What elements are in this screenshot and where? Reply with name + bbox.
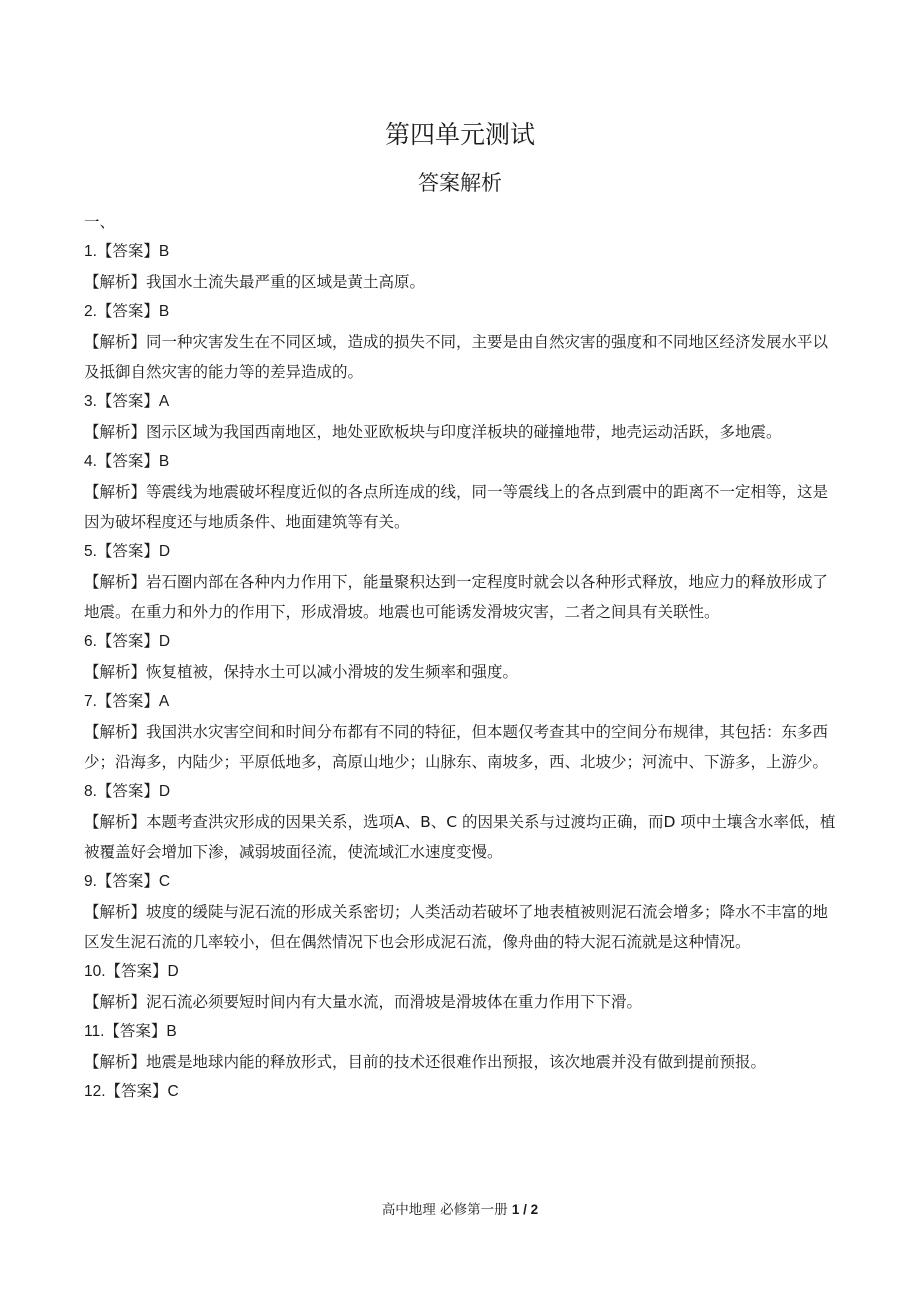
- page-footer: [0, 1198, 920, 1222]
- answer-line: 2.【答案】B: [84, 303, 170, 320]
- answer-line: 3.【答案】A: [84, 393, 170, 410]
- page-subtitle: 答案解析: [418, 171, 502, 195]
- answer-line: 8.【答案】D: [84, 783, 171, 800]
- answer-line: 7.【答案】A: [84, 693, 170, 710]
- answer-line: 9.【答案】C: [84, 873, 171, 890]
- analysis-line: 【解析】岩石圈内部在各种内力作用下，能量聚积达到一定程度时就会以各种形式释放，地应力的释放形成了地震。在重力和外力的作用下，形成滑坡。地震也可能诱发滑坡灾害，二者之间具有关联性。: [84, 573, 829, 621]
- page-title: 第四单元测试: [384, 120, 535, 149]
- analysis-line: 【解析】本题考查洪灾形成的因果关系，选项A、B、C 的因果关系与过渡均正确，而D 项中土壤含水率低，植被覆盖好会增加下渗，减弱坡面径流，使流域汇水速度变慢。: [84, 813, 836, 861]
- footer-text: 高中地理 必修第一册: [381, 1202, 508, 1218]
- analysis-line: 【解析】同一种灾害发生在不同区域，造成的损失不同，主要是由自然灾害的强度和不同地区经济发展水平以及抵御自然灾害的能力等的差异造成的。: [84, 333, 829, 381]
- analysis-line: 【解析】地震是地球内能的释放形式，目前的技术还很难作出预报，该次地震并没有做到提前预报。: [84, 1053, 767, 1071]
- analysis-line: 【解析】泥石流必须要短时间内有大量水流，而滑坡是滑坡体在重力作用下下滑。: [84, 993, 643, 1011]
- analysis-line: 【解析】我国水土流失最严重的区域是黄土高原。: [84, 273, 426, 291]
- answer-line: 4.【答案】B: [84, 453, 170, 470]
- answer-line: 1.【答案】B: [84, 243, 170, 260]
- section-heading: 一、: [84, 213, 116, 231]
- analysis-line: 【解析】恢复植被，保持水土可以减小滑坡的发生频率和强度。: [84, 663, 519, 681]
- answer-line: 10.【答案】D: [84, 963, 179, 980]
- answer-line: 5.【答案】D: [84, 543, 171, 560]
- analysis-line: 【解析】我国洪水灾害空间和时间分布都有不同的特征，但本题仅考查其中的空间分布规律，其包括：东多西少；沿海多，内陆少；平原低地多，高原山地少；山脉东、南坡多，西、北坡少；河流中、下游多，上游少。: [84, 723, 829, 771]
- answer-line: 6.【答案】D: [84, 633, 171, 650]
- analysis-line: 【解析】坡度的缓陡与泥石流的形成关系密切；人类活动若破坏了地表植被则泥石流会增多；降水不丰富的地区发生泥石流的几率较小，但在偶然情况下也会形成泥石流，像舟曲的特大泥石流就是这种情况。: [84, 903, 829, 951]
- answer-line: 11.【答案】B: [84, 1023, 177, 1040]
- answer-line: 12.【答案】C: [84, 1083, 179, 1100]
- analysis-line: 【解析】等震线为地震破坏程度近似的各点所连成的线，同一等震线上的各点到震中的距离不一定相等，这是因为破坏程度还与地质条件、地面建筑等有关。: [84, 483, 829, 531]
- answer-content: [84, 207, 840, 1107]
- page-number: 1 / 2: [511, 1202, 539, 1217]
- analysis-line: 【解析】图示区域为我国西南地区，地处亚欧板块与印度洋板块的碰撞地带，地壳运动活跃，多地震。: [84, 423, 782, 441]
